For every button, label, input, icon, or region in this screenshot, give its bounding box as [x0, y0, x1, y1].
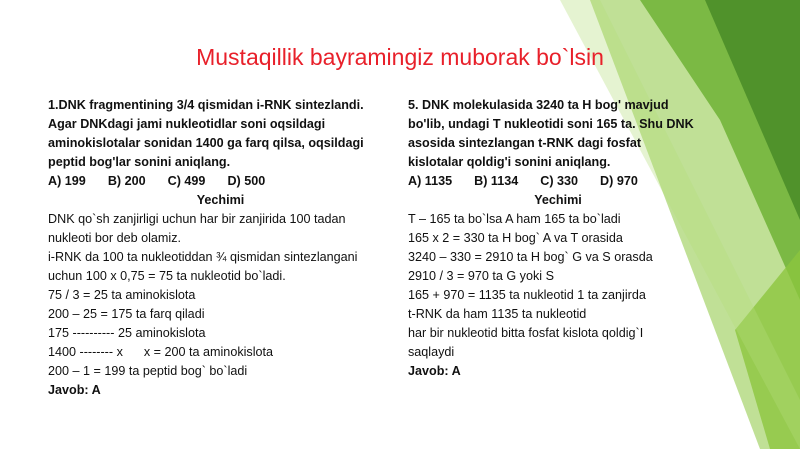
solution-line: 2910 / 3 = 970 ta G yoki S [408, 269, 554, 283]
solution-line: 165 x 2 = 330 ta H bog` A va T orasida [408, 231, 623, 245]
solution-heading: Yechimi [196, 193, 245, 207]
solution-heading: Yechimi [534, 193, 582, 207]
solution-line: nukleoti bor deb olamiz. [48, 231, 182, 245]
solution-line: har bir nukleotid bitta fosfat kislota qoldig`I [408, 326, 644, 340]
solution-line: saqlaydi [408, 345, 455, 359]
answer-line: Javob: A [48, 383, 101, 397]
solution-line: 175 ---------- 25 aminokislota [48, 326, 206, 340]
slide-title: Mustaqillik bayramingiz muborak bo`lsin [196, 44, 604, 70]
option-d: D) 500 [227, 174, 266, 188]
question-line: peptid bog'lar sonini aniqlang. [48, 155, 231, 169]
right-column [408, 96, 708, 381]
option-c: C) 330 [540, 174, 579, 188]
option-a: A) 1135 [408, 174, 453, 188]
question-line: kislotalar qoldig'i sonini aniqlang. [408, 155, 611, 169]
solution-line: 200 – 25 = 175 ta farq qiladi [48, 307, 205, 321]
question-line: Agar DNKdagi jami nukleotidlar soni oqsildagi [48, 117, 326, 131]
solution-line: 165 + 970 = 1135 ta nukleotid 1 ta zanjirda [408, 288, 646, 302]
option-a: A) 199 [48, 174, 86, 188]
question-line: asosida sintezlangan t-RNK dagi fosfat [408, 136, 642, 150]
question-line: 5. DNK molekulasida 3240 ta H bog' mavjud [408, 98, 669, 112]
question-line: 1.DNK fragmentining 3/4 qismidan i-RNK sintezlandi. [48, 98, 364, 112]
solution-line: T – 165 ta bo`lsa A ham 165 ta bo`ladi [408, 212, 621, 226]
question-line: aminokislotalar sonidan 1400 ga farq qilsa, oqsildagi [48, 136, 364, 150]
option-c: C) 499 [167, 174, 206, 188]
option-b: B) 1134 [474, 174, 519, 188]
solution-line: i-RNK da 100 ta nukleotiddan ¾ qismidan sintezlangani [48, 250, 358, 264]
answer-options [408, 172, 708, 191]
option-b: B) 200 [107, 174, 146, 188]
solution-line: 75 / 3 = 25 ta aminokislota [48, 288, 196, 302]
solution-line: 200 – 1 = 199 ta peptid bog` bo`ladi [48, 364, 248, 378]
solution-line: t-RNK da ham 1135 ta nukleotid [408, 307, 587, 321]
question-line: bo'lib, undagi T nukleotidi soni 165 ta. Shu DNK [408, 117, 694, 131]
answer-line: Javob: A [408, 364, 461, 378]
solution-line: 3240 – 330 = 2910 ta H bog` G va S orasda [408, 250, 653, 264]
option-d: D) 970 [600, 174, 638, 188]
solution-line: 1400 -------- x x = 200 ta aminokislota [48, 345, 274, 359]
left-column [48, 96, 393, 400]
answer-options [48, 172, 393, 191]
solution-line: DNK qo`sh zanjirligi uchun har bir zanjirida 100 tadan [48, 212, 346, 226]
solution-line: uchun 100 x 0,75 = 75 ta nukleotid bo`ladi. [48, 269, 286, 283]
